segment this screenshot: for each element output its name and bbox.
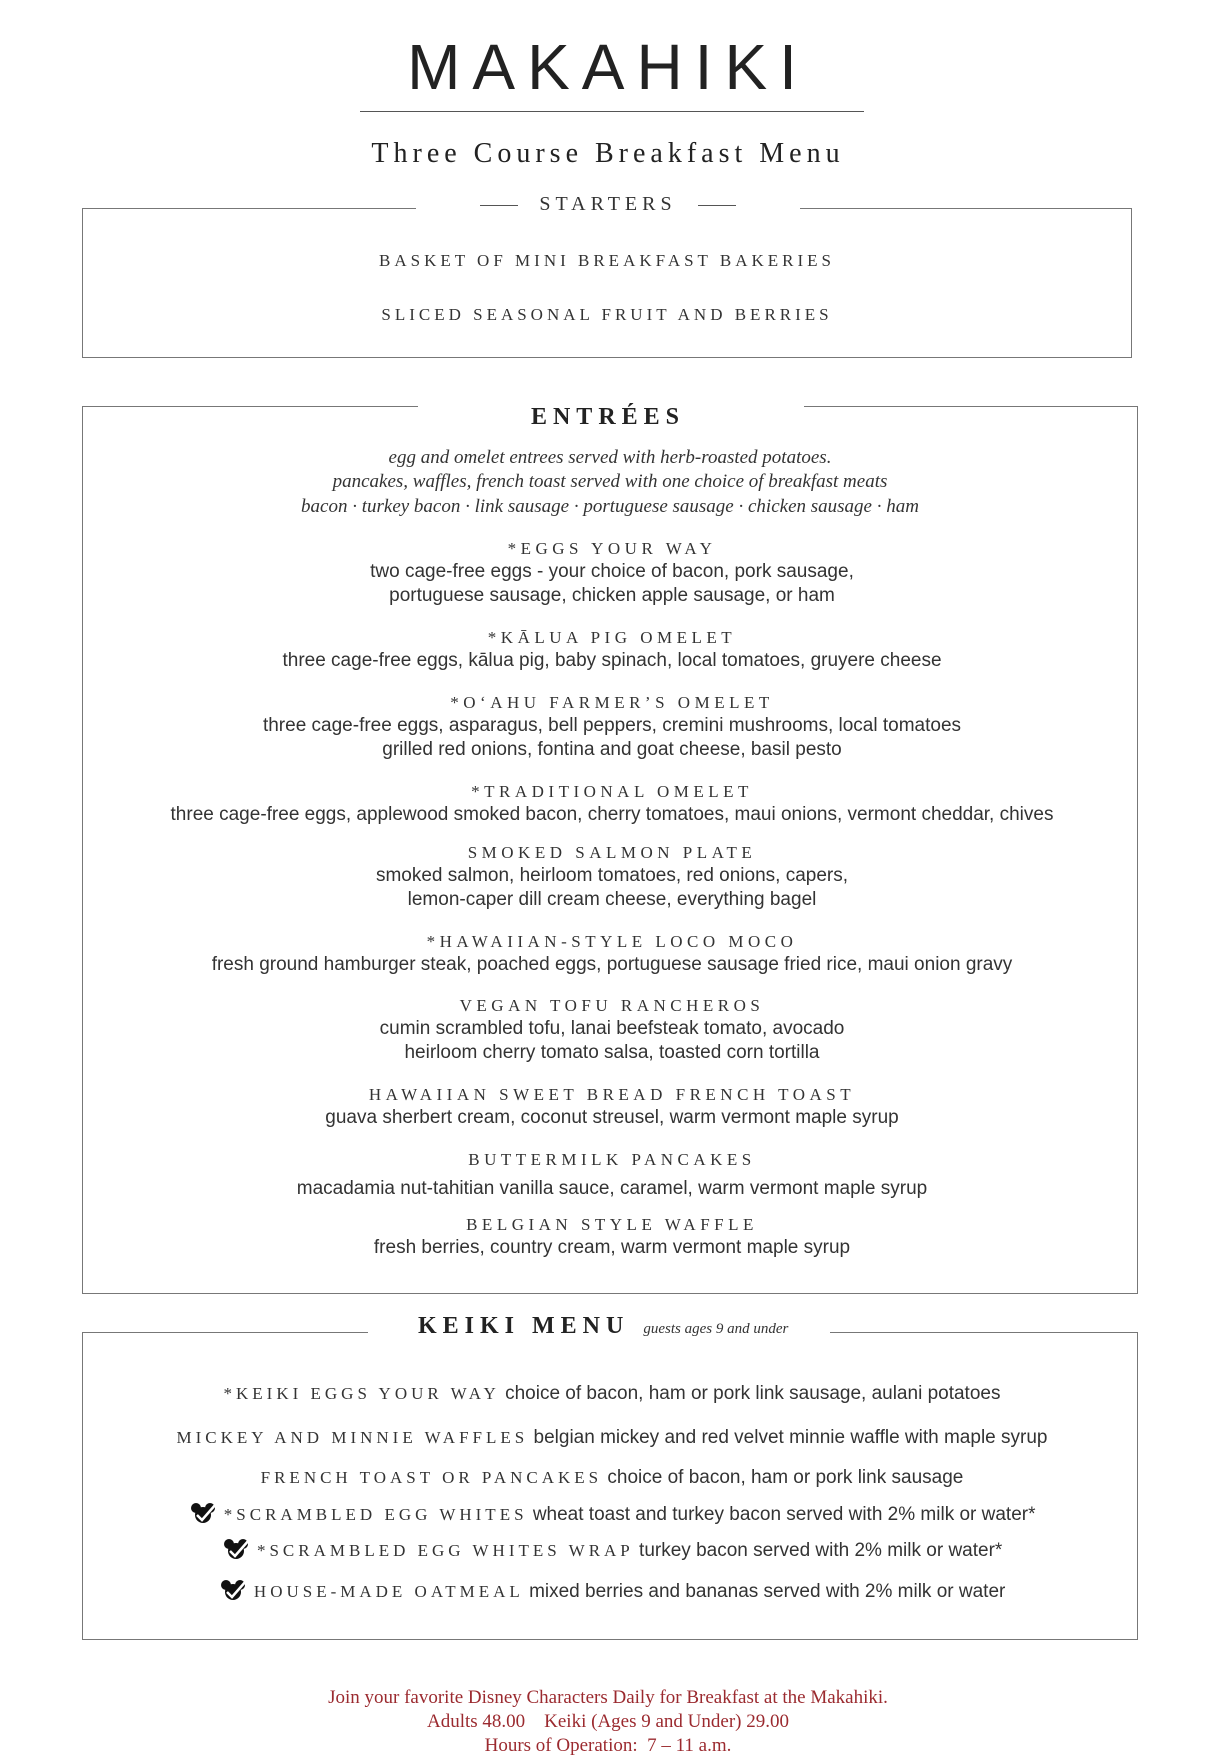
keiki-item-name: FRENCH TOAST OR PANCAKES xyxy=(260,1468,603,1487)
keiki-header xyxy=(418,1313,788,1340)
entree-desc: fresh ground hamburger steak, poached eggs, portuguese sausage fried rice, maui onion gravy xyxy=(211,954,1013,975)
keiki-item xyxy=(82,1577,1142,1605)
entree-item xyxy=(82,1214,1142,1260)
entree-name: HAWAIIAN SWEET BREAD FRENCH TOAST xyxy=(368,1085,856,1104)
entree-desc: heirloom cherry tomato salsa, toasted corn tortilla xyxy=(404,1042,820,1063)
entree-item xyxy=(82,538,1142,608)
entree-name: *EGGS YOUR WAY xyxy=(507,539,717,558)
entree-desc: portuguese sausage, chicken apple sausage, or ham xyxy=(389,585,835,606)
entree-name: BUTTERMILK PANCAKES xyxy=(468,1150,756,1169)
keiki-item-desc: mixed berries and bananas served with 2% milk or water xyxy=(529,1581,1006,1602)
entree-desc: two cage-free eggs - your choice of bacon, pork sausage, xyxy=(370,561,854,582)
entree-desc: cumin scrambled tofu, lanai beefsteak tomato, avocado xyxy=(379,1018,845,1039)
keiki-item xyxy=(82,1465,1142,1491)
entree-desc: three cage-free eggs, applewood smoked bacon, cherry tomatoes, maui onions, vermont cheddar, chives xyxy=(170,804,1054,825)
entrees-note: bacon · turkey bacon · link sausage · portuguese sausage · chicken sausage · ham xyxy=(301,496,919,517)
entree-desc: three cage-free eggs, kālua pig, baby spinach, local tomatoes, gruyere cheese xyxy=(282,650,942,671)
keiki-item xyxy=(82,1536,1142,1564)
keiki-item-desc: turkey bacon served with 2% milk or water* xyxy=(639,1540,1003,1561)
entree-desc: grilled red onions, fontina and goat cheese, basil pesto xyxy=(382,739,842,760)
entree-name: VEGAN TOFU RANCHEROS xyxy=(459,996,765,1015)
keiki-item-desc: choice of bacon, ham or pork link sausage xyxy=(607,1467,964,1488)
entree-item xyxy=(82,842,1142,912)
footer-hours: Hours of Operation: 7 – 11 a.m. xyxy=(484,1735,732,1756)
starters-box xyxy=(82,208,1132,358)
entree-item xyxy=(82,627,1142,673)
entree-item xyxy=(82,692,1142,762)
entrees-note: pancakes, waffles, french toast served with one choice of breakfast meats xyxy=(332,471,888,492)
mickey-check-icon xyxy=(219,1577,249,1603)
entree-item xyxy=(82,1149,1142,1201)
keiki-item-desc: belgian mickey and red velvet minnie waffle with maple syrup xyxy=(533,1427,1048,1448)
entree-desc: fresh berries, country cream, warm vermont maple syrup xyxy=(373,1237,851,1258)
keiki-item xyxy=(82,1381,1142,1407)
starter-item: SLICED SEASONAL FRUIT AND BERRIES xyxy=(381,305,833,324)
footer-invite: Join your favorite Disney Characters Daily for Breakfast at the Makahiki. xyxy=(328,1687,888,1708)
keiki-item-desc: choice of bacon, ham or pork link sausage, aulani potatoes xyxy=(505,1383,1001,1404)
entrees-note: egg and omelet entrees served with herb-roasted potatoes. xyxy=(388,447,832,468)
entree-item xyxy=(82,995,1142,1065)
entree-desc: three cage-free eggs, asparagus, bell peppers, cremini mushrooms, local tomatoes xyxy=(262,715,962,736)
keiki-item-name: *KEIKI EGGS YOUR WAY xyxy=(223,1384,500,1403)
menu-subtitle: Three Course Breakfast Menu xyxy=(371,138,845,169)
entree-item xyxy=(82,781,1142,827)
keiki-item-name: *SCRAMBLED EGG WHITES WRAP xyxy=(256,1541,634,1560)
entree-name: *TRADITIONAL OMELET xyxy=(471,782,753,801)
entree-name: *HAWAIIAN-STYLE LOCO MOCO xyxy=(426,932,798,951)
mickey-check-icon xyxy=(222,1536,252,1562)
footer-prices: Adults 48.00 Keiki (Ages 9 and Under) 29.00 xyxy=(426,1711,789,1732)
keiki-title: KEIKI MENU xyxy=(418,1313,630,1339)
entrees-title: ENTRÉES xyxy=(530,404,686,430)
keiki-item xyxy=(82,1500,1142,1528)
entree-name: *O‘AHU FARMER’S OMELET xyxy=(450,693,774,712)
entree-name: *KĀLUA PIG OMELET xyxy=(487,628,737,647)
keiki-item-name: MICKEY AND MINNIE WAFFLES xyxy=(176,1428,529,1447)
entree-name: BELGIAN STYLE WAFFLE xyxy=(466,1215,758,1234)
entree-desc: macadamia nut-tahitian vanilla sauce, caramel, warm vermont maple syrup xyxy=(296,1178,928,1199)
footer xyxy=(0,1686,1216,1758)
title-rule xyxy=(360,111,864,112)
restaurant-name: MAKAHIKI xyxy=(407,31,809,103)
keiki-item-desc: wheat toast and turkey bacon served with 2% milk or water* xyxy=(532,1504,1036,1525)
entree-desc: lemon-caper dill cream cheese, everything bagel xyxy=(407,889,817,910)
keiki-item-name: *SCRAMBLED EGG WHITES xyxy=(223,1505,528,1524)
entree-desc: guava sherbert cream, coconut streusel, warm vermont maple syrup xyxy=(325,1107,899,1128)
keiki-subtitle: guests ages 9 and under xyxy=(643,1321,789,1337)
starter-item: BASKET OF MINI BREAKFAST BAKERIES xyxy=(379,251,835,270)
mickey-check-icon xyxy=(189,1500,219,1526)
entree-desc: smoked salmon, heirloom tomatoes, red onions, capers, xyxy=(375,865,849,886)
entree-item xyxy=(82,1084,1142,1130)
entree-name: SMOKED SALMON PLATE xyxy=(467,843,757,862)
starters-title: STARTERS xyxy=(539,193,677,215)
keiki-item xyxy=(82,1425,1142,1451)
keiki-item-name: HOUSE-MADE OATMEAL xyxy=(253,1582,524,1601)
entree-item xyxy=(82,931,1142,977)
